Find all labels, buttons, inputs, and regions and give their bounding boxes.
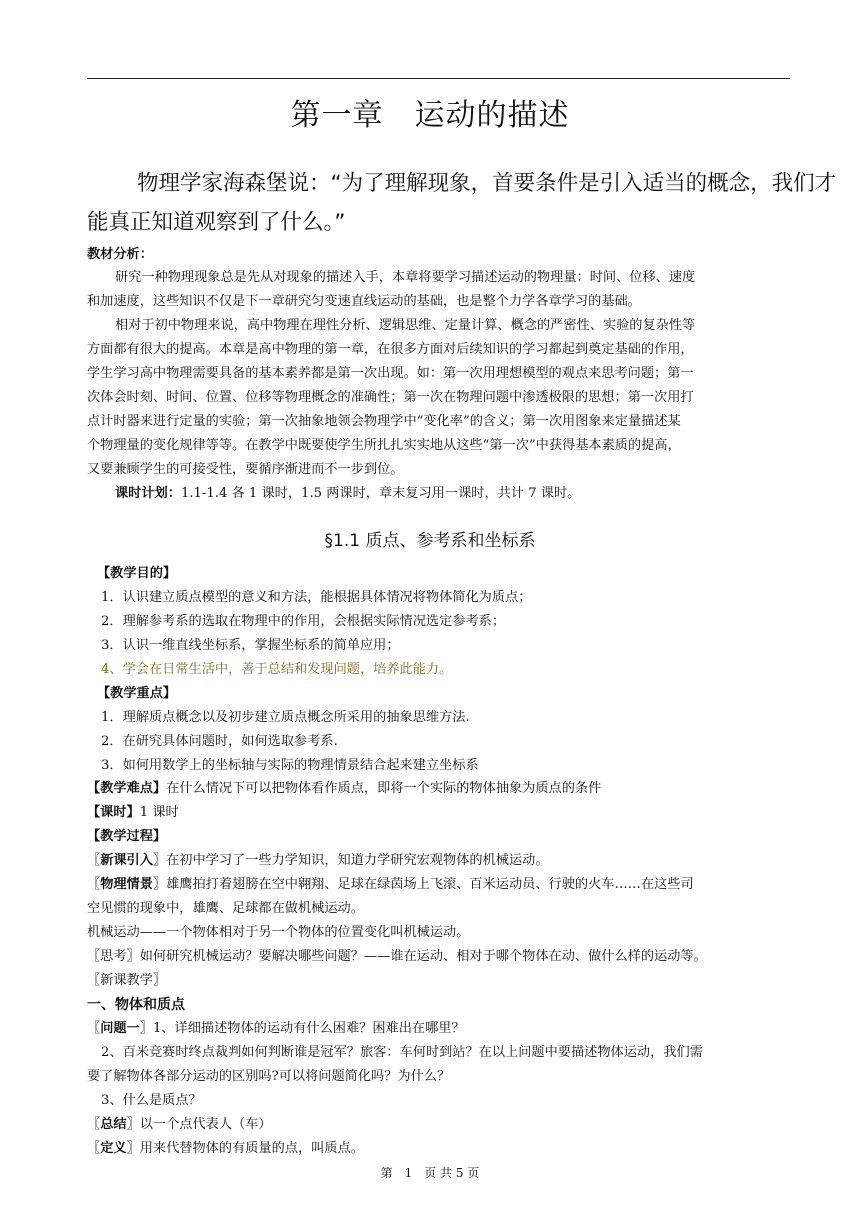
section-title: §1.1 质点、参考系和坐标系 (324, 531, 536, 551)
difficulty-label: 【教学难点】 (87, 781, 167, 796)
q1-label: 问题一 (100, 1021, 140, 1036)
focus-item: 1．理解质点概念以及初步建立质点概念所采用的抽象思维方法. (101, 710, 470, 725)
analysis-heading: 教材分析： (87, 247, 153, 262)
process-heading: 【教学过程】 (87, 829, 167, 844)
bracket-close: 〗 (126, 1117, 140, 1132)
hours-text: 1 课时 (139, 805, 179, 820)
bracket-open: 〖 (87, 877, 101, 892)
definition-label: 定义 (100, 1141, 127, 1156)
bracket-close: 〗 (126, 1141, 140, 1156)
section-heading-objects: 一、物体和质点 (87, 997, 185, 1013)
question-one (87, 1017, 792, 1042)
top-rule (87, 78, 790, 79)
analysis-p2-line: 方面都有很大的提高。本章是高中物理的第一章，在很多方面对后续知识的学习都起到奠定基础的作用， (87, 342, 694, 357)
new-lesson-teach: 〖新课教学〗 (87, 973, 167, 988)
bracket-open: 〖 (87, 1021, 101, 1036)
intro-text: 在初中学习了一些力学知识，知道力学研究宏观物体的机械运动。 (166, 853, 549, 868)
definition (87, 1137, 792, 1162)
bracket-close: 〗 (152, 877, 167, 892)
summary-text: 以一个点代表人（车） (139, 1117, 272, 1132)
lesson-plan (87, 482, 820, 507)
question-two-line2: 要了解物体各部分运动的区别吗?可以将问题简化吗？为什么？ (87, 1069, 451, 1084)
plan-label: 课时计划： (115, 486, 181, 501)
bracket-close: 〗 (152, 853, 167, 868)
analysis-p2-line: 个物理量的变化规律等等。在教学中既要使学生所扎扎实实地从这些“第一次”中获得基本素质的提高， (87, 438, 681, 453)
scene-text: 雄鹰拍打着翅膀在空中翱翔、足球在绿茵场上飞滚、百米运动员、行驶的火车……在这些司 (166, 877, 694, 892)
analysis-p2-line: 又要兼顾学生的可接受性，要循序渐进而不一步到位。 (87, 462, 404, 477)
summary (87, 1113, 792, 1138)
physics-scene-line2: 空见惯的现象中，雄鹰、足球都在做机械运动。 (87, 901, 364, 916)
quote-line-2: 能真正知道观察到了什么。” (87, 210, 346, 235)
new-lesson-intro (87, 849, 792, 874)
bracket-close: 〗 (139, 1021, 153, 1036)
difficulty (87, 777, 792, 802)
scene-label: 物理情景 (100, 877, 153, 892)
analysis-p1-line: 和加速度，这些知识不仅是下一章研究匀变速直线运动的基础，也是整个力学各章学习的基础。 (87, 294, 641, 309)
goal-item: 2．理解参考系的选取在物理中的作用，会根据实际情况选定参考系； (101, 614, 506, 629)
focus-heading: 【教学重点】 (97, 686, 177, 701)
analysis-p1-line: 研究一种物理现象总是先从对现象的描述入手，本章将要学习描述运动的物理量：时间、位移、速度 (115, 270, 696, 285)
bracket-open: 〖 (87, 1117, 101, 1132)
summary-label: 总结 (100, 1117, 127, 1132)
intro-label: 新课引入 (100, 853, 153, 868)
bracket-open: 〖 (87, 853, 101, 868)
goal-item: 3．认识一维直线坐标系，掌握坐标系的简单应用； (101, 638, 400, 653)
analysis-p2-line: 次体会时刻、时间、位置、位移等物理概念的准确性；第一次在物理问题中渗透极限的思想；第一次用打 (87, 390, 694, 405)
analysis-p2-line: 相对于初中物理来说，高中物理在理性分析、逻辑思维、定量计算、概念的严密性、实验的复杂性等 (115, 318, 696, 333)
page-footer: 第 1 页 共 5 页 (380, 1166, 480, 1180)
analysis-p2-line: 学生学习高中物理需要具备的基本素养都是第一次出现。如：第一次用理想模型的观点来思考问题；第一 (87, 366, 694, 381)
analysis-p2-line: 点计时器来进行定量的实验；第一次抽象地领会物理学中“变化率”的含义；第一次用图象来定量描述某 (87, 414, 681, 429)
focus-item: 2．在研究具体问题时，如何选取参考系. (101, 734, 338, 749)
chapter-title: 第一章 运动的描述 (290, 98, 570, 133)
mechanical-motion: 机械运动——一个物体相对于另一个物体的位置变化叫机械运动。 (87, 925, 470, 940)
q1-text: 1、详细描述物体的运动有什么困难？困难出在哪里？ (152, 1021, 465, 1036)
question-two-line1: 2、百米竞赛时终点裁判如何判断谁是冠军？旅客：车何时到站？在以上问题中要描述物体运动，我们需 (101, 1045, 703, 1060)
question-three: 3、什么是质点？ (101, 1093, 202, 1108)
quote-line-1: 物理学家海森堡说：“为了理解现象，首要条件是引入适当的概念，我们才 (137, 171, 837, 196)
hours-label: 【课时】 (87, 805, 140, 820)
goal-item: 4、学会在日常生活中，善于总结和发现问题，培养此能力。 (101, 662, 453, 677)
think-question: 〖思考〗如何研究机械运动？要解决哪些问题？——谁在运动、相对于哪个物体在动、做什么样的运动等。 (87, 949, 707, 964)
focus-item: 3．如何用数学上的坐标轴与实际的物理情景结合起来建立坐标系 (101, 758, 479, 773)
physics-scene (87, 873, 792, 898)
difficulty-text: 在什么情况下可以把物体看作质点，即将一个实际的物体抽象为质点的条件 (166, 781, 602, 796)
definition-text: 用来代替物体的有质量的点，叫质点。 (139, 1141, 364, 1156)
plan-text: 1.1-1.4 各 1 课时，1.5 两课时，章末复习用一课时，共计 7 课时。 (180, 486, 581, 501)
hours (87, 801, 792, 826)
goal-item: 1．认识建立质点模型的意义和方法，能根据具体情况将物体简化为质点； (101, 590, 532, 605)
bracket-open: 〖 (87, 1141, 101, 1156)
goals-heading: 【教学目的】 (97, 566, 177, 581)
